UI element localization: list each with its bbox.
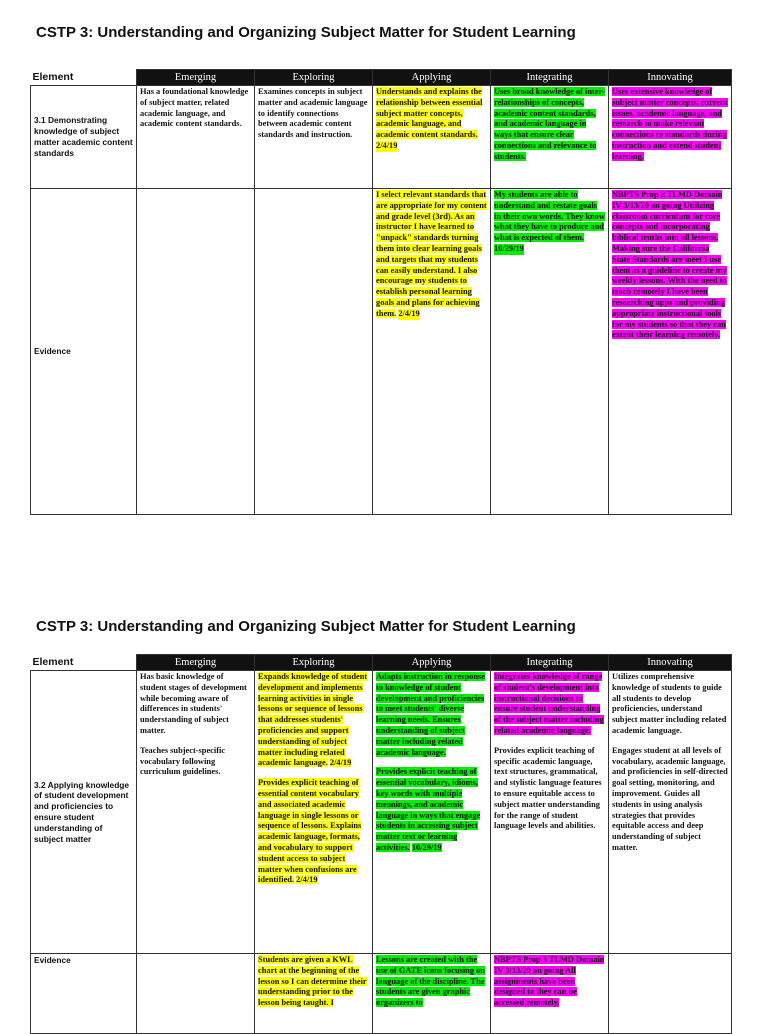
evidence-integrating-text: NBPTS Prop 3 TLMD Domain IV 3/13/20 on going All assignments have been designed to they can be accessed remotely. xyxy=(494,955,605,1008)
evidence-exploring-text: Students are given a KWL chart at the beginning of the lesson so I can determine their understanding prior to the lesson being taught. I xyxy=(258,955,367,1008)
applying-text-2: Provides explicit teaching of essential vocabulary, idioms, key words with multiple meanings, and academic language in ways that engage students in accessing subject matter text or learning activities. xyxy=(376,767,481,852)
evidence-integrating-date: 10/29/19 xyxy=(494,243,524,253)
integrating-cell xyxy=(491,671,609,954)
exploring-date-2: 2/4/19 xyxy=(296,875,318,885)
evidence-applying-cell xyxy=(373,189,491,515)
applying-text-1: Adapts instruction in response to knowledge of student development and proficiencies to meet students' diverse learning needs. Ensures understanding of subject matter including related academic language. xyxy=(376,672,485,757)
element-row xyxy=(31,86,732,189)
innovating-cell xyxy=(609,671,732,954)
level-header-emerging: Emerging xyxy=(137,655,255,671)
exploring-cell xyxy=(255,671,373,954)
integrating-cell xyxy=(491,86,609,189)
applying-cell xyxy=(373,86,491,189)
evidence-integrating-text: My students are able to understand and restate goals in their own words. They know what they have to produce and what is expected of them. xyxy=(494,190,605,243)
level-header-integrating: Integrating xyxy=(491,655,609,671)
level-header-innovating: Innovating xyxy=(609,70,732,86)
integrating-text: Uses broad knowledge of inter-relationships of concepts, academic content standards, and academic language in ways that ensure clear connections and relevance to students. xyxy=(494,87,605,161)
level-header-emerging: Emerging xyxy=(137,70,255,86)
applying-date-2: 10/29/19 xyxy=(411,842,442,852)
evidence-exploring-cell xyxy=(255,189,373,515)
level-header-applying: Applying xyxy=(373,655,491,671)
evidence-row xyxy=(31,189,732,515)
integrating-text-2: Provides explicit teaching of specific academic language, text structures, grammatical, and stylistic language features to ensure equitable access to subject matter understanding for the range of student language levels and abilities. xyxy=(494,745,602,831)
element-header: Element xyxy=(31,655,137,671)
evidence-applying-text: Lessons are created with the use of GATE icons focusing on language of the discipline. The students are given graphic organizers to xyxy=(376,955,485,1008)
level-header-integrating: Integrating xyxy=(491,70,609,86)
element-label: 3.2 Applying knowledge of student development and proficiencies to ensure student understanding of subject matter xyxy=(31,671,137,954)
emerging-cell xyxy=(137,671,255,954)
emerging-text-2: Teaches subject-specific vocabulary following curriculum guidelines. xyxy=(140,745,226,777)
exploring-text-2: Provides explicit teaching of essential content vocabulary and associated academic language in single lessons or sequence of lessons. Explains academic language, formats, and vocabulary to support student access to subject matter when confusions are identified. xyxy=(258,778,362,885)
evidence-innovating-text: NBPTS Prop 2 TLMD Domain IV 3/13/20 on going Utilizing classroom curriculum for core concepts and incorporating biblical truths into all lessons. Making sure the California State Standards are meet I use them as a guideline to create my weekly lessons. With the need to teach remotely I have been researching apps and providing appropriate instructional tools for my students so that they can extent their learning remotely. xyxy=(612,190,727,340)
evidence-innovating-cell xyxy=(609,189,732,515)
level-header-applying: Applying xyxy=(373,70,491,86)
applying-date: 2/4/19 xyxy=(376,140,398,150)
innovating-text: Uses extensive knowledge of subject matter concepts, current issues, academic language, and research to make relevant connections to standards during instruction and extend student learning. xyxy=(612,87,728,161)
page-title: CSTP 3: Understanding and Organizing Subject Matter for Student Learning xyxy=(36,24,576,41)
level-header-exploring: Exploring xyxy=(255,70,373,86)
innovating-text-2: Engages student at all levels of vocabulary, academic language, and proficiencies in self-directed goal setting, monitoring, and improvement. Guides all students in using analysis strategies that provides equitable access and deep understanding of subject matter. xyxy=(612,745,728,852)
evidence-exploring-cell xyxy=(255,954,373,1034)
exploring-cell: Examines concepts in subject matter and academic language to identify connections between academic content standards and instruction. xyxy=(255,86,373,189)
evidence-emerging-cell xyxy=(137,954,255,1034)
applying-text: Understands and explains the relationship between essential subject matter concepts, academic language, and academic content standards. xyxy=(376,87,483,140)
exploring-text-1: Expands knowledge of student development and implements learning activities in single lessons or sequence of lessons that addresses students' proficiencies and support understanding of subject matter including related academic language. xyxy=(258,672,368,768)
innovating-cell xyxy=(609,86,732,189)
element-row xyxy=(31,671,732,954)
evidence-label: Evidence xyxy=(31,189,137,515)
evidence-label: Evidence xyxy=(31,954,137,1034)
level-header-exploring: Exploring xyxy=(255,655,373,671)
rubric-table-3-2 xyxy=(30,654,732,1034)
applying-cell xyxy=(373,671,491,954)
rubric-table-3-1 xyxy=(30,69,732,515)
evidence-applying-date: 2/4/19 xyxy=(398,308,420,318)
emerging-text-1: Has basic knowledge of student stages of development while becoming aware of differences in students' understanding of subject matter. xyxy=(140,672,247,735)
header-row xyxy=(31,655,732,671)
level-header-innovating: Innovating xyxy=(609,655,732,671)
evidence-integrating-cell xyxy=(491,189,609,515)
evidence-applying-text: I select relevant standards that are appropriate for my content and grade level (3rd). As an instructor I have learned to "unpack" standards turning them into clear learning goals and targets that my students can easily understand. I also encourage my students to establish personal learning goals and plans for achieving them. xyxy=(376,190,487,318)
emerging-cell: Has a foundational knowledge of subject matter, related academic language, and academic content standards. xyxy=(137,86,255,189)
evidence-applying-cell xyxy=(373,954,491,1034)
innovating-text-1: Utilizes comprehensive knowledge of students to guide all students to develop proficiencies, understand subject matter including related academic language. xyxy=(612,672,727,735)
evidence-emerging-cell xyxy=(137,189,255,515)
evidence-innovating-cell xyxy=(609,954,732,1034)
integrating-text-1: Integrates knowledge of range of student's development into instructional decisions to ensure student understanding of the subject matter including related academic language. xyxy=(494,672,604,735)
element-label: 3.1 Demonstrating knowledge of subject matter academic content standards xyxy=(31,86,137,189)
element-header: Element xyxy=(31,70,137,86)
evidence-row xyxy=(31,954,732,1034)
exploring-date-1: 2/4/19 xyxy=(329,758,352,768)
header-row xyxy=(31,70,732,86)
page-title-2: CSTP 3: Understanding and Organizing Subject Matter for Student Learning xyxy=(36,618,576,635)
evidence-integrating-cell xyxy=(491,954,609,1034)
